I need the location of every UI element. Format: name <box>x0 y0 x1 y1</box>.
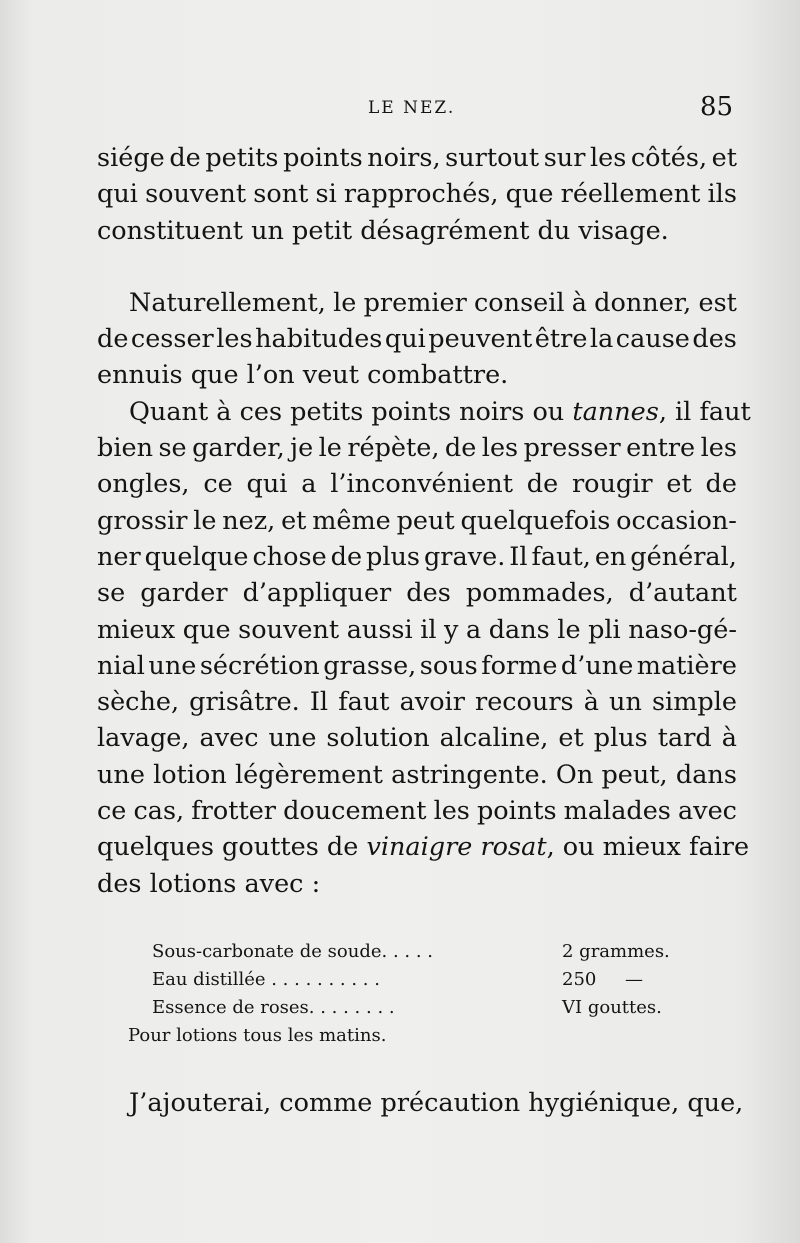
text-line: ce cas, frotter doucement les points malades avec <box>97 796 737 827</box>
text-line: ennuis que l’on veut combattre. <box>97 360 509 391</box>
text-line: siége de petits points noirs, surtout sur les côtés, et <box>97 143 737 173</box>
text-line: se garder d’appliquer des pommades, d’autant <box>97 578 737 609</box>
text-segment: , ou mieux faire <box>546 832 750 863</box>
text-segment: quelques gouttes de <box>97 832 359 863</box>
text-line: Naturellement, le premier conseil à donner, est <box>129 287 737 318</box>
text-line: qui souvent sont si rapprochés, que réellement ils <box>97 179 737 210</box>
recipe-ingredient: Essence de roses. . . . . . . . <box>152 997 395 1018</box>
text-line: constituent un petit désagrément du visage. <box>97 215 669 246</box>
text-line: nial une sécrétion grasse, sous forme d’une matière <box>97 650 737 681</box>
text-line: bien se garder, je le répète, de les presser entre les <box>97 433 737 464</box>
recipe-note: Pour lotions tous les matins. <box>128 1025 387 1046</box>
recipe-ingredient: Eau distillée . . . . . . . . . . <box>152 969 380 990</box>
body-text <box>97 140 751 902</box>
recipe-row <box>128 994 708 1022</box>
text-segment: Quant à ces petits points noirs ou <box>129 396 565 427</box>
text-line: ner quelque chose de plus grave. Il faut, en général, <box>97 541 737 572</box>
text-line: sèche, grisâtre. Il faut avoir recours à un simple <box>97 687 737 718</box>
recipe-block <box>128 938 708 1050</box>
recipe-quantity: VI gouttes. <box>562 997 662 1018</box>
text-line: de cesser les habitudes qui peuvent être la cause des <box>97 324 737 355</box>
running-head: LE NEZ. <box>368 98 456 118</box>
text-line: ongles, ce qui a l’inconvénient de rougir et de <box>97 469 737 500</box>
text-line: une lotion légèrement astringente. On peut, dans <box>97 759 737 790</box>
text-line: J’ajouterai, comme précaution hygiénique, que, <box>129 1088 744 1118</box>
recipe-quantity: 250 — <box>562 969 643 990</box>
text-segment: , il faut <box>658 396 751 427</box>
text-line <box>97 394 751 430</box>
text-line: des lotions avec : <box>97 868 321 899</box>
recipe-ingredient: Sous-carbonate de soude. . . . . <box>152 941 434 962</box>
text-line: lavage, avec une solution alcaline, et plus tard à <box>97 723 737 754</box>
text-line <box>97 829 750 865</box>
text-line: mieux que souvent aussi il y a dans le pli naso-gé- <box>97 614 737 645</box>
italic-term: vinaigre rosat <box>366 832 547 863</box>
recipe-row <box>128 938 708 966</box>
italic-term: tannes <box>572 396 659 427</box>
recipe-row <box>128 966 708 994</box>
recipe-quantity: 2 grammes. <box>562 941 670 962</box>
page-number: 85 <box>700 92 734 122</box>
text-line: grossir le nez, et même peut quelquefois occasion- <box>97 505 737 536</box>
